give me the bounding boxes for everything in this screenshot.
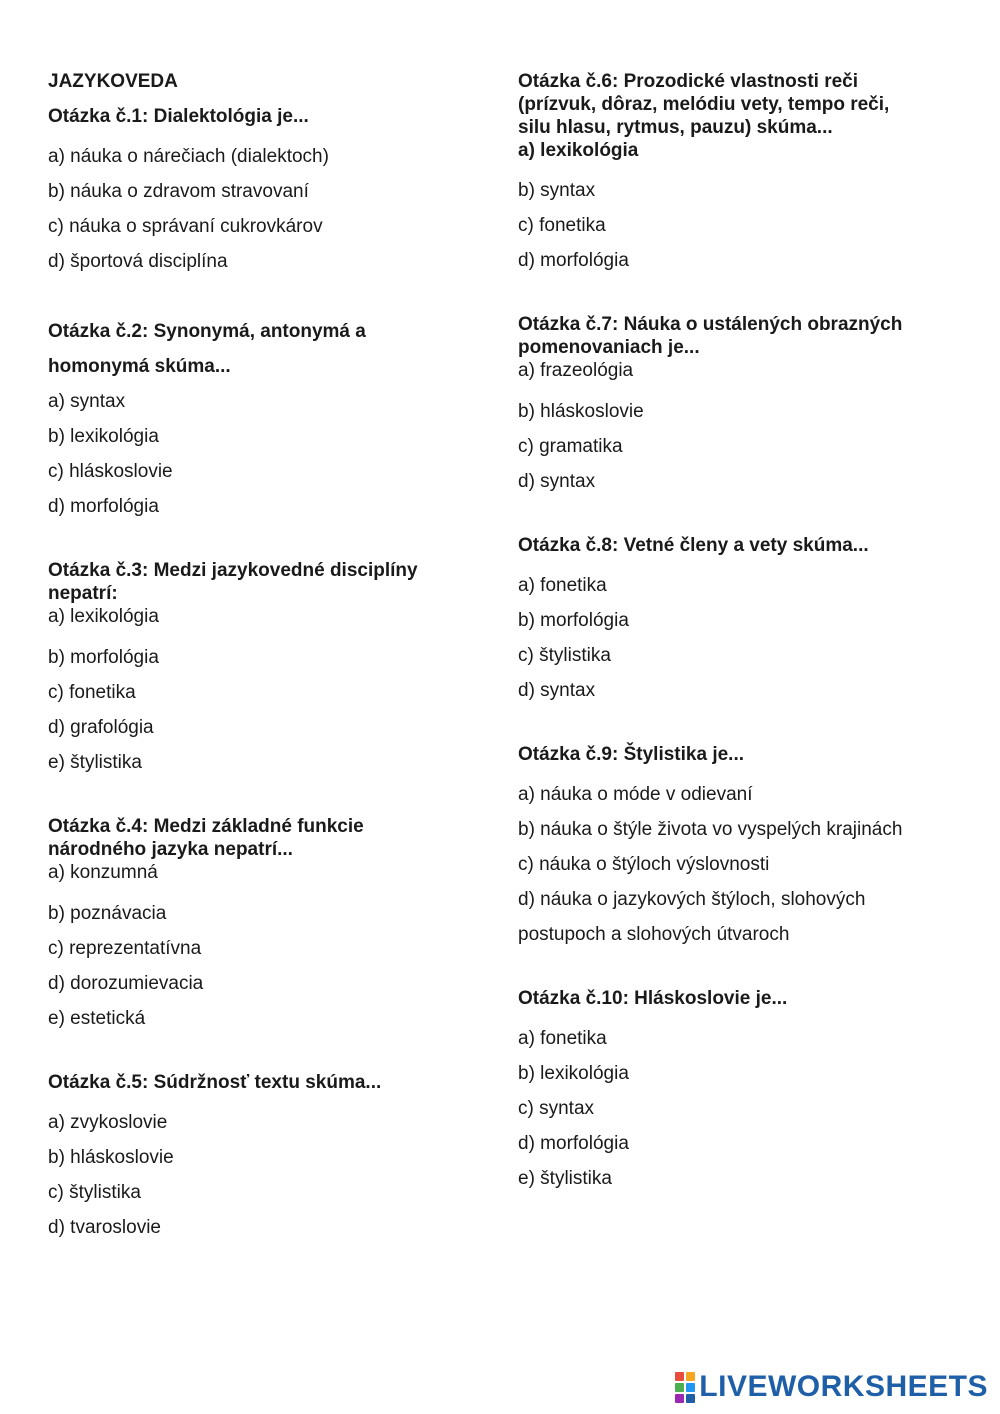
question-7-option-d[interactable]: d) syntax [518, 471, 596, 492]
question-4-option-e[interactable]: e) estetická [48, 1008, 146, 1029]
question-3-option-d[interactable]: d) grafológia [48, 717, 154, 738]
question-2 [48, 314, 478, 524]
question-1-option-a[interactable]: a) náuka o nárečiach (dialektoch) [48, 146, 329, 167]
question-7-option-b[interactable]: b) hláskoslovie [518, 401, 644, 422]
question-10-option-b[interactable]: b) lexikológia [518, 1063, 629, 1084]
question-7 [518, 313, 958, 499]
question-6-title-line-3: silu hlasu, rytmus, pauzu) skúma... [518, 117, 833, 138]
question-10-option-c[interactable]: c) syntax [518, 1098, 595, 1119]
question-4 [48, 815, 478, 1036]
question-4-option-a[interactable]: a) konzumná [48, 862, 158, 883]
question-10-title: Otázka č.10: Hláskoslovie je... [518, 988, 788, 1009]
question-3 [48, 559, 478, 780]
question-7-title-line-2: pomenovaniach je... [518, 337, 700, 358]
question-9-option-c[interactable]: c) náuka o štýloch výslovnosti [518, 854, 770, 875]
logo-tile-2 [686, 1372, 695, 1381]
question-1 [48, 105, 478, 279]
question-4-option-d[interactable]: d) dorozumievacia [48, 973, 204, 994]
question-6-title-line-2: (prízvuk, dôraz, melódiu vety, tempo reči, [518, 94, 890, 115]
question-3-option-c[interactable]: c) fonetika [48, 682, 136, 703]
question-7-title-line-1: Otázka č.7: Náuka o ustálených obrazných [518, 314, 903, 335]
logo-tile-3 [675, 1383, 684, 1392]
question-4-title-line-1: Otázka č.4: Medzi základné funkcie [48, 816, 364, 837]
question-1-option-b[interactable]: b) náuka o zdravom stravovaní [48, 181, 309, 202]
question-6-option-d[interactable]: d) morfológia [518, 250, 629, 271]
logo-tile-5 [675, 1394, 684, 1403]
question-9-option-b[interactable]: b) náuka o štýle života vo vyspelých krajinách [518, 819, 903, 840]
question-8-option-c[interactable]: c) štylistika [518, 645, 611, 666]
question-4-option-b[interactable]: b) poznávacia [48, 903, 167, 924]
logo-tile-6 [686, 1394, 695, 1403]
question-6 [518, 70, 958, 278]
question-3-title-line-2: nepatrí: [48, 583, 118, 604]
liveworksheets-logo [675, 1370, 988, 1404]
question-9-title: Otázka č.9: Štylistika je... [518, 744, 744, 765]
question-4-option-c[interactable]: c) reprezentatívna [48, 938, 202, 959]
liveworksheets-logo-icon [675, 1372, 695, 1403]
question-3-option-a[interactable]: a) lexikológia [48, 606, 159, 627]
question-6-option-a[interactable]: a) lexikológia [518, 140, 639, 161]
question-6-option-b[interactable]: b) syntax [518, 180, 596, 201]
liveworksheets-logo-text: LIVEWORKSHEETS [699, 1370, 988, 1403]
right-column [518, 70, 958, 1196]
question-9-option-a[interactable]: a) náuka o móde v odievaní [518, 784, 753, 805]
question-7-option-a[interactable]: a) frazeológia [518, 360, 634, 381]
question-3-option-e[interactable]: e) štylistika [48, 752, 142, 773]
question-6-option-c[interactable]: c) fonetika [518, 215, 606, 236]
question-10 [518, 987, 958, 1196]
question-2-option-a[interactable]: a) syntax [48, 391, 126, 412]
question-4-title-line-2: národného jazyka nepatrí... [48, 839, 293, 860]
question-10-option-e[interactable]: e) štylistika [518, 1168, 612, 1189]
question-5-option-d[interactable]: d) tvaroslovie [48, 1217, 161, 1238]
question-10-option-d[interactable]: d) morfológia [518, 1133, 629, 1154]
logo-tile-4 [686, 1383, 695, 1392]
question-5 [48, 1071, 478, 1245]
question-8 [518, 534, 958, 708]
question-7-option-c[interactable]: c) gramatika [518, 436, 623, 457]
question-3-option-b[interactable]: b) morfológia [48, 647, 159, 668]
question-1-option-d[interactable]: d) športová disciplína [48, 251, 228, 272]
question-9 [518, 743, 958, 952]
question-2-option-d[interactable]: d) morfológia [48, 496, 159, 517]
question-6-title-line-1: Otázka č.6: Prozodické vlastnosti reči [518, 71, 859, 92]
question-8-option-a[interactable]: a) fonetika [518, 575, 607, 596]
logo-tile-1 [675, 1372, 684, 1381]
document-title: JAZYKOVEDA [48, 71, 178, 92]
question-2-title-line-1: Otázka č.2: Synonymá, antonymá a [48, 321, 366, 342]
question-5-option-a[interactable]: a) zvykoslovie [48, 1112, 168, 1133]
question-8-option-b[interactable]: b) morfológia [518, 610, 629, 631]
question-3-title-line-1: Otázka č.3: Medzi jazykovedné disciplíny [48, 560, 418, 581]
question-9-option-d-continued: postupoch a slohových útvaroch [518, 924, 790, 945]
question-2-option-c[interactable]: c) hláskoslovie [48, 461, 173, 482]
question-1-option-c[interactable]: c) náuka o správaní cukrovkárov [48, 216, 323, 237]
question-8-title: Otázka č.8: Vetné členy a vety skúma... [518, 535, 869, 556]
question-10-option-a[interactable]: a) fonetika [518, 1028, 607, 1049]
question-5-title: Otázka č.5: Súdržnosť textu skúma... [48, 1072, 382, 1093]
left-column [48, 70, 478, 1245]
question-5-option-c[interactable]: c) štylistika [48, 1182, 141, 1203]
question-2-option-b[interactable]: b) lexikológia [48, 426, 159, 447]
question-1-title: Otázka č.1: Dialektológia je... [48, 106, 309, 127]
question-9-option-d[interactable]: d) náuka o jazykových štýloch, slohových [518, 889, 866, 910]
question-5-option-b[interactable]: b) hláskoslovie [48, 1147, 174, 1168]
question-8-option-d[interactable]: d) syntax [518, 680, 596, 701]
question-2-title-line-2: homonymá skúma... [48, 356, 231, 377]
